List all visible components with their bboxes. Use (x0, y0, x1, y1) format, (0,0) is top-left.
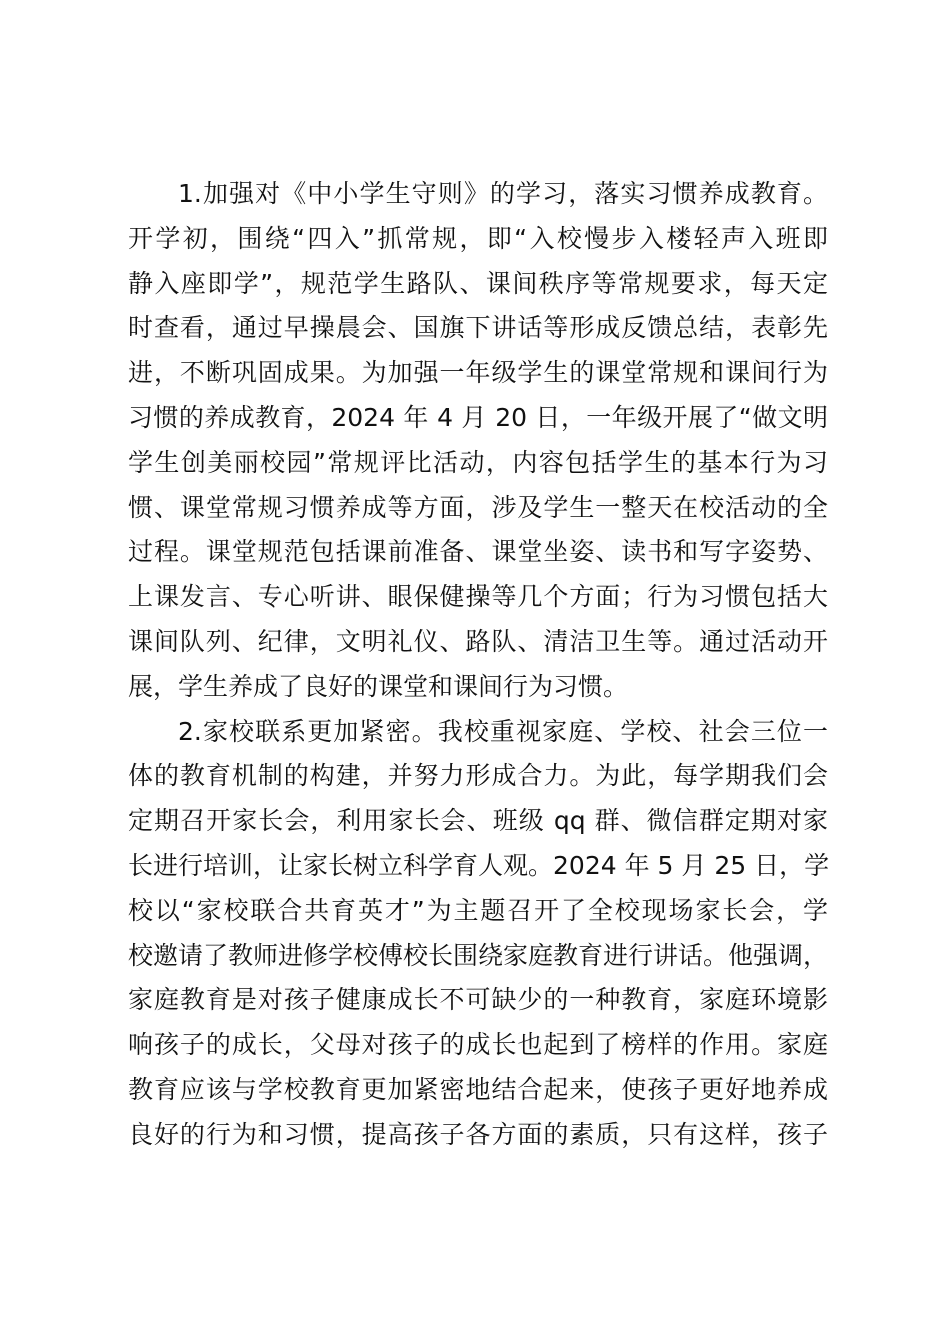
paragraph-line: 惯、课堂常规习惯养成等方面，涉及学生一整天在校活动的全 (128, 492, 828, 522)
paragraph-line: 习惯的养成教育，2024 年 4 月 20 日，一年级开展了“做文明 (128, 402, 828, 432)
paragraph-line: 家庭教育是对孩子健康成长不可缺少的一种教育，家庭环境影 (128, 985, 828, 1015)
paragraph-line: 课间队列、纪律，文明礼仪、路队、清洁卫生等。通过活动开 (128, 626, 828, 656)
paragraph-line: 校以“家校联合共育英才”为主题召开了全校现场家长会，学 (128, 895, 828, 925)
paragraph-line: 定期召开家长会，利用家长会、班级 qq 群、微信群定期对家 (128, 806, 828, 836)
paragraph-line: 进，不断巩固成果。为加强一年级学生的课堂常规和课间行为 (128, 358, 828, 388)
paragraph-line: 2.家校联系更加紧密。我校重视家庭、学校、社会三位一 (178, 716, 828, 746)
paragraph-1 (128, 172, 828, 710)
document-body (128, 172, 828, 1158)
paragraph-line: 教育应该与学校教育更加紧密地结合起来，使孩子更好地养成 (128, 1074, 828, 1104)
paragraph-line: 过程。课堂规范包括课前准备、课堂坐姿、读书和写字姿势、 (128, 537, 828, 567)
paragraph-line: 开学初，围绕“四入”抓常规，即“入校慢步入楼轻声入班即 (128, 223, 828, 253)
paragraph-line: 展，学生养成了良好的课堂和课间行为习惯。 (128, 671, 629, 701)
paragraph-line: 体的教育机制的构建，并努力形成合力。为此，每学期我们会 (128, 761, 828, 791)
paragraph-line: 良好的行为和习惯，提高孩子各方面的素质，只有这样，孩子 (128, 1119, 828, 1149)
paragraph-line: 静入座即学”，规范学生路队、课间秩序等常规要求，每天定 (128, 268, 828, 298)
paragraph-line: 上课发言、专心听讲、眼保健操等几个方面；行为习惯包括大 (128, 582, 828, 612)
paragraph-line: 校邀请了教师进修学校傅校长围绕家庭教育进行讲话。他强调， (128, 940, 829, 970)
paragraph-line: 学生创美丽校园”常规评比活动，内容包括学生的基本行为习 (128, 447, 828, 477)
paragraph-line: 时查看，通过早操晨会、国旗下讲话等形成反馈总结，表彰先 (128, 313, 828, 343)
paragraph-line: 长进行培训，让家长树立科学育人观。2024 年 5 月 25 日，学 (128, 850, 830, 880)
paragraph-2 (128, 710, 828, 1158)
paragraph-line: 响孩子的成长，父母对孩子的成长也起到了榜样的作用。家庭 (128, 1030, 828, 1060)
paragraph-line: 1.加强对《中小学生守则》的学习，落实习惯养成教育。 (178, 179, 828, 208)
